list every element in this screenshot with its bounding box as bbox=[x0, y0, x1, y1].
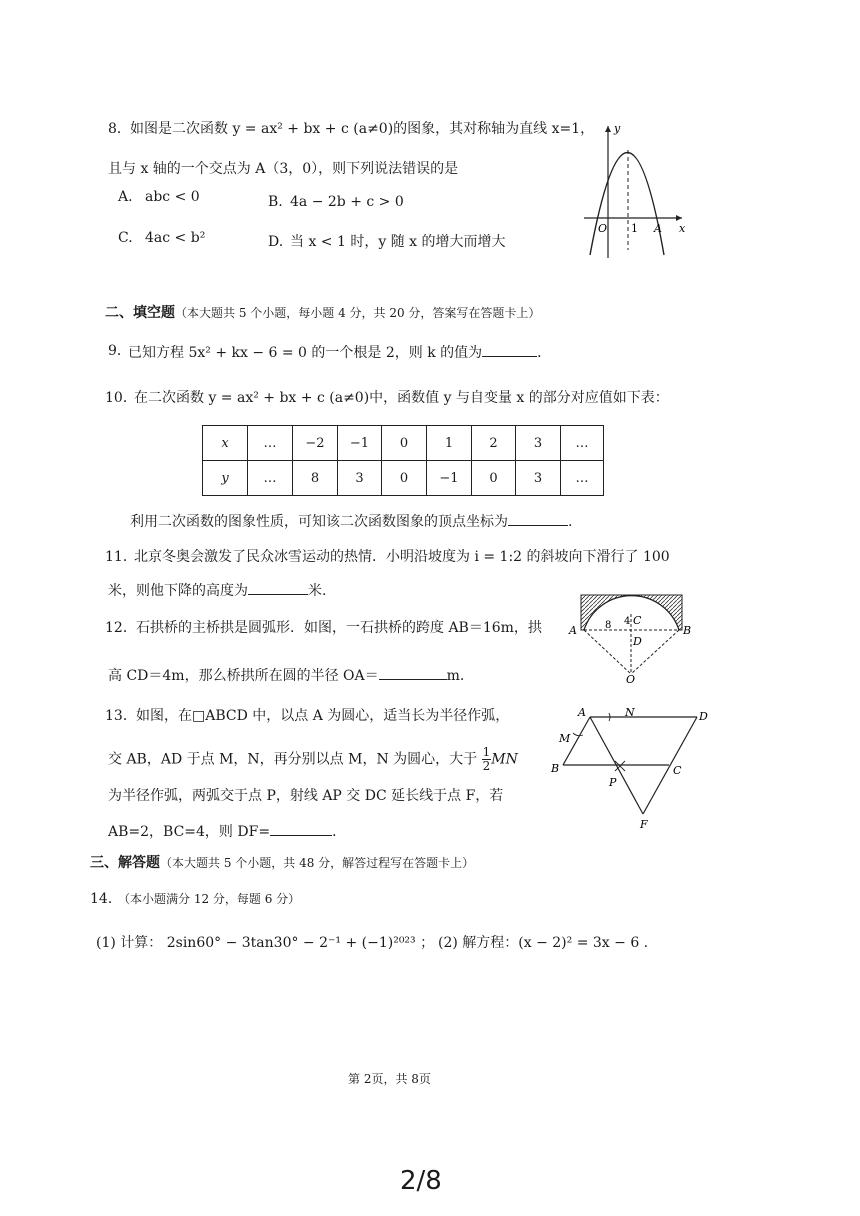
q8-x-arrow bbox=[676, 215, 682, 221]
table-cell: 3 bbox=[516, 461, 561, 496]
q13-fraction bbox=[482, 746, 492, 773]
table-cell: 0 bbox=[382, 461, 427, 496]
table-cell: … bbox=[248, 461, 293, 496]
q12-label-d: D bbox=[633, 635, 642, 648]
q12-answer-blank bbox=[379, 667, 447, 680]
q12-unit: m. bbox=[446, 668, 465, 684]
table-row bbox=[203, 461, 604, 496]
q13-label-n: N bbox=[625, 706, 635, 719]
q8-option-d: 当 x < 1 时，y 随 x 的增大而增大 bbox=[290, 234, 506, 250]
q12-number: 12． bbox=[105, 620, 137, 636]
table-cell: 8 bbox=[293, 461, 338, 496]
q13-label-a: A bbox=[578, 706, 586, 719]
q10-after-text: 利用二次函数的图象性质，可知该二次函数图象的顶点坐标为 bbox=[130, 514, 508, 530]
q13-number: 13． bbox=[105, 708, 137, 724]
q12-line1: 石拱桥的主桥拱是圆弧形．如图，一石拱桥的跨度 AB＝16m，拱 bbox=[136, 620, 542, 636]
q11-line2 bbox=[108, 582, 326, 598]
q13-line4-text: AB=2，BC=4，则 DF= bbox=[108, 824, 271, 840]
q9-number: 9． bbox=[108, 343, 131, 359]
table-cell: 1 bbox=[427, 426, 472, 461]
q13-label-p: P bbox=[609, 776, 617, 789]
q12-label-c: C bbox=[633, 614, 642, 627]
page-footer: 第 2页，共 8页 bbox=[348, 1072, 431, 1086]
table-cell: −1 bbox=[338, 426, 382, 461]
q8-option-d-label: D. bbox=[268, 234, 284, 250]
table-cell: 3 bbox=[516, 426, 561, 461]
table-cell: … bbox=[561, 426, 604, 461]
q14-head: （本小题满分 12 分，每题 6 分） bbox=[118, 892, 301, 906]
q13-mn: MN bbox=[491, 751, 518, 768]
q12-label-b: B bbox=[683, 624, 692, 637]
table-cell: 0 bbox=[382, 426, 427, 461]
q9-text: 已知方程 5x² + kx − 6 = 0 的一个根是 2，则 k 的值为 bbox=[128, 345, 483, 361]
q8-option-c: 4ac < b² bbox=[145, 230, 206, 246]
q10-end: . bbox=[568, 514, 573, 530]
section3-title: 三、解答题 bbox=[90, 855, 160, 871]
q13-label-m: M bbox=[559, 732, 571, 745]
q12-label-o: O bbox=[626, 673, 636, 686]
q13-parallelogram-figure bbox=[545, 704, 715, 834]
q13-arc-m bbox=[573, 733, 583, 736]
q8-option-c-label: C. bbox=[118, 230, 133, 246]
q8-label-origin: O bbox=[598, 222, 608, 235]
q13-label-f: F bbox=[640, 818, 648, 831]
q8-parabola-figure bbox=[578, 120, 688, 260]
q8-line1: 如图是二次函数 y = ax² + bx + c (a≠0)的图象，其对称轴为直线 x=1， bbox=[130, 121, 595, 137]
table-cell: 0 bbox=[472, 461, 516, 496]
q14-number: 14． bbox=[90, 891, 122, 907]
q11-number: 11． bbox=[105, 549, 137, 565]
q12-label-eight: 8 bbox=[605, 620, 612, 631]
q11-answer-blank bbox=[248, 582, 308, 595]
q12-line2-text: 高 CD＝4m，那么桥拱所在圆的半径 OA＝ bbox=[108, 668, 379, 684]
q8-line2: 且与 x 轴的一个交点为 A（3，0），则下列说法错误的是 bbox=[108, 161, 459, 177]
q9-text-line bbox=[128, 344, 551, 360]
q8-label-one: 1 bbox=[631, 222, 638, 235]
q11-line1: 北京冬奥会激发了民众冰雪运动的热情．小明沿坡度为 i = 1:2 的斜坡向下滑行了 100 bbox=[134, 549, 670, 565]
q13-line2-text: 交 AB，AD 于点 M，N，再分别以点 M，N 为圆心，大于 bbox=[108, 751, 478, 768]
table-cell: −1 bbox=[427, 461, 472, 496]
q8-option-a-label: A. bbox=[118, 189, 133, 205]
q8-parabola-curve bbox=[590, 153, 664, 256]
q10-text: 在二次函数 y = ax² + bx + c (a≠0)中，函数值 y 与自变量 x 的部分对应值如下表： bbox=[134, 390, 669, 406]
table-cell: … bbox=[248, 426, 293, 461]
q14-part1: (1) 计算： 2sin60° − 3tan30° − 2⁻¹ + (−1)²⁰²³ ； bbox=[96, 935, 435, 951]
table-header-x: x bbox=[203, 426, 248, 461]
q11-unit: 米. bbox=[308, 583, 327, 599]
section2-title: 二、填空题 bbox=[105, 305, 175, 321]
q12-label-four: 4 bbox=[624, 616, 631, 627]
q13-line1: 如图，在□ABCD 中，以点 A 为圆心，适当长为半径作弧， bbox=[136, 708, 510, 724]
q12-arch-bridge-figure bbox=[565, 592, 695, 684]
q13-line3: 为半径作弧，两弧交于点 P，射线 AP 交 DC 延长线于点 F，若 bbox=[108, 788, 504, 804]
section3-heading bbox=[90, 856, 474, 870]
page-indicator: 2/8 bbox=[400, 1166, 442, 1196]
q13-frac-numerator: 1 bbox=[482, 745, 491, 759]
q8-label-a: A bbox=[654, 222, 662, 235]
q8-option-b-label: B. bbox=[268, 194, 283, 210]
table-row bbox=[203, 426, 604, 461]
q12-radius-oa bbox=[584, 630, 631, 674]
q10-value-table bbox=[202, 425, 604, 496]
q8-label-x: x bbox=[679, 222, 686, 235]
table-header-y: y bbox=[203, 461, 248, 496]
table-cell: … bbox=[561, 461, 604, 496]
q8-option-a: abc < 0 bbox=[145, 189, 200, 205]
section2-note: （本大题共 5 个小题，每小题 4 分，共 20 分，答案写在答题卡上） bbox=[175, 306, 541, 320]
q10-answer-blank bbox=[508, 513, 568, 526]
q13-label-d: D bbox=[699, 710, 708, 723]
q8-option-b: 4a − 2b + c > 0 bbox=[290, 194, 404, 210]
table-cell: −2 bbox=[293, 426, 338, 461]
q13-label-c: C bbox=[673, 764, 682, 777]
q12-line2 bbox=[108, 667, 464, 683]
q9-end: ． bbox=[537, 345, 552, 361]
q11-line2-text: 米，则他下降的高度为 bbox=[108, 583, 248, 599]
table-cell: 3 bbox=[338, 461, 382, 496]
q9-answer-blank bbox=[482, 344, 537, 357]
q8-y-arrow bbox=[605, 126, 611, 132]
q13-line4 bbox=[108, 823, 346, 839]
q13-frac-denominator: 2 bbox=[482, 759, 491, 774]
q13-end: ． bbox=[332, 824, 347, 840]
q13-answer-blank bbox=[270, 823, 332, 836]
q8-label-y: y bbox=[614, 122, 621, 135]
q13-line2 bbox=[108, 746, 518, 773]
q10-after-line bbox=[130, 513, 572, 529]
section3-note: （本大题共 5 个小题，共 48 分，解答过程写在答题卡上） bbox=[160, 856, 475, 870]
q8-number: 8． bbox=[108, 121, 131, 137]
q12-label-a: A bbox=[569, 624, 577, 637]
section2-heading bbox=[105, 306, 540, 320]
table-cell: 2 bbox=[472, 426, 516, 461]
q13-label-b: B bbox=[551, 762, 560, 775]
q10-number: 10． bbox=[105, 390, 137, 406]
q14-part2: (2) 解方程：(x − 2)² = 3x − 6 . bbox=[438, 935, 649, 951]
